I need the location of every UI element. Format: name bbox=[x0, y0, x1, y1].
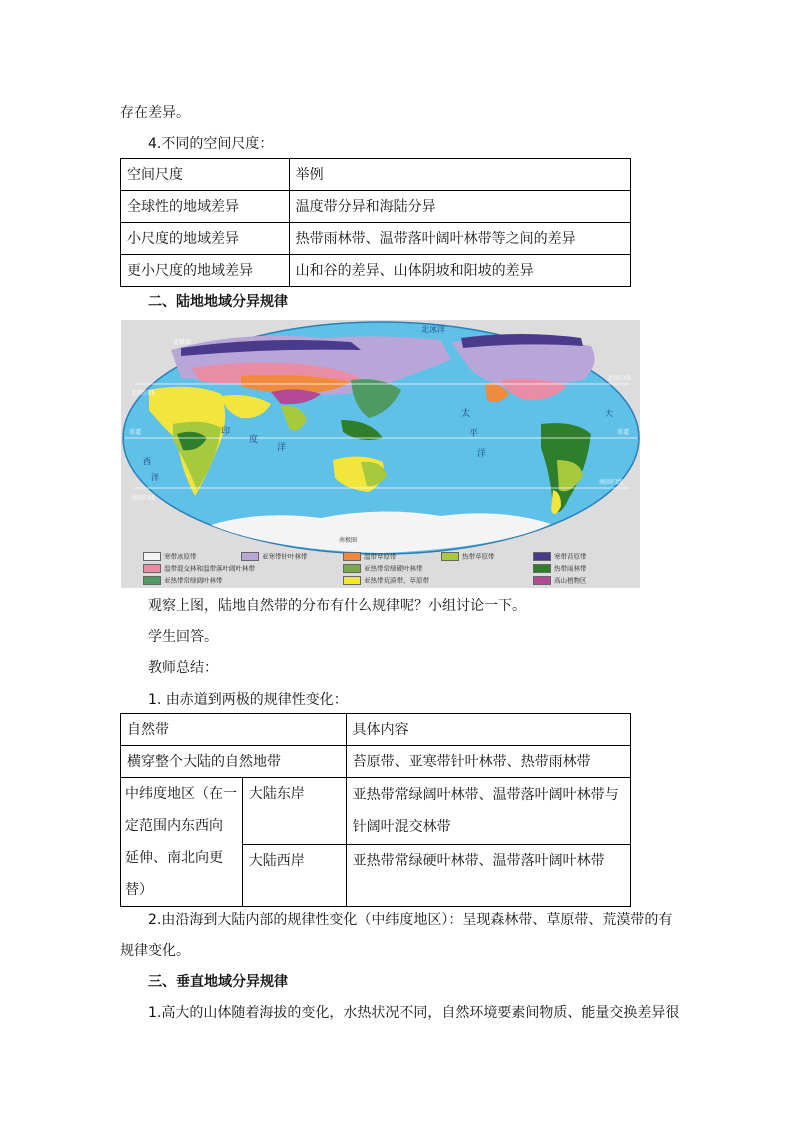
mid-latitude-cell bbox=[121, 778, 243, 907]
latitude-label: 北回归线 bbox=[131, 390, 156, 397]
cell-line: 针阔叶混交林带 bbox=[352, 819, 451, 836]
paragraph-text: 规律变化。 bbox=[120, 943, 190, 959]
legend-swatch bbox=[143, 552, 161, 561]
table-header-cell: 具体内容 bbox=[346, 714, 630, 746]
legend-swatch bbox=[343, 576, 361, 585]
paragraph-text: 学生回答。 bbox=[148, 629, 218, 645]
latitude-label: 南回归线 bbox=[131, 495, 156, 502]
ocean-label: 洋 bbox=[277, 443, 287, 453]
table-cell: 小尺度的地域差异 bbox=[121, 223, 290, 255]
legend-item: 寒带苔原带 bbox=[533, 552, 587, 561]
latitude-label: 赤道 bbox=[617, 429, 630, 436]
paragraph-text: 存在差异。 bbox=[120, 105, 190, 121]
legend-item: 亚热带常绿阔叶林带 bbox=[143, 576, 223, 585]
legend-item: 高山植物区 bbox=[533, 576, 587, 585]
cell-line: 亚热带常绿阔叶林带、温带落叶阔叶林带与 bbox=[352, 787, 619, 804]
paragraph-text: 教师总结： bbox=[148, 660, 218, 676]
cell-line: 延伸、南北向更 bbox=[125, 850, 223, 866]
legend-item: 亚热带常绿硬叶林带 bbox=[343, 564, 423, 573]
world-natural-zones-map bbox=[121, 320, 640, 588]
legend-swatch bbox=[441, 552, 459, 561]
map-graphic bbox=[121, 320, 640, 588]
ocean-label: 大 bbox=[605, 409, 613, 418]
table-cell: 横穿整个大陆的自然地带 bbox=[121, 746, 347, 778]
legend-swatch bbox=[143, 564, 161, 573]
ocean-label: 太 bbox=[461, 409, 471, 419]
table-cell: 大陆东岸 bbox=[242, 778, 346, 845]
table-cell: 大陆西岸 bbox=[242, 845, 346, 907]
table-cell: 苔原带、亚寒带针叶林带、热带雨林带 bbox=[346, 746, 630, 778]
latitude-label: 赤道 bbox=[129, 429, 142, 436]
legend-item: 热带草原带 bbox=[441, 552, 495, 561]
ocean-label: 平 bbox=[469, 429, 479, 439]
legend-swatch bbox=[533, 576, 551, 585]
ocean-label: 洋 bbox=[477, 449, 487, 459]
legend-swatch bbox=[343, 552, 361, 561]
section-heading: 二、陆地地域分异规律 bbox=[148, 294, 288, 310]
table-cell: 更小尺度的地域差异 bbox=[121, 255, 290, 287]
section-heading: 三、垂直地域分异规律 bbox=[148, 974, 288, 990]
table-row bbox=[121, 778, 631, 845]
latitude-label: 南回归线 bbox=[599, 479, 624, 486]
paragraph-text: 1. 由赤道到两极的规律性变化： bbox=[148, 692, 348, 708]
spatial-scale-table bbox=[120, 158, 631, 287]
table-cell: 亚热带常绿硬叶林带、温带落叶阔叶林带 bbox=[346, 845, 630, 907]
ocean-label: 印 bbox=[221, 427, 231, 437]
legend-item: 寒带冰原带 bbox=[143, 552, 197, 561]
table-cell: 全球性的地域差异 bbox=[121, 191, 290, 223]
table-row bbox=[121, 714, 631, 746]
cell-line: 中纬度地区（在一 bbox=[125, 786, 237, 802]
table-cell: 热带雨林带、温带落叶阔叶林带等之间的差异 bbox=[289, 223, 630, 255]
ocean-label: 度 bbox=[249, 435, 259, 445]
table-row bbox=[121, 191, 631, 223]
legend-item: 亚热带荒漠带、草原带 bbox=[343, 576, 429, 585]
table-header-cell: 举例 bbox=[289, 159, 630, 191]
antarctica-landmass bbox=[211, 511, 551, 553]
table-header-cell: 自然带 bbox=[121, 714, 347, 746]
legend-swatch bbox=[343, 564, 361, 573]
table-row bbox=[121, 159, 631, 191]
legend-swatch bbox=[241, 552, 259, 561]
table-row bbox=[121, 746, 631, 778]
table-cell bbox=[346, 778, 630, 845]
latitude-label: 南极圈 bbox=[339, 537, 358, 544]
paragraph-text: 1.高大的山体随着海拔的变化，水热状况不同，自然环境要素间物质、能量交换差异很 bbox=[148, 1005, 680, 1021]
ocean-label: 洋 bbox=[151, 473, 159, 482]
table-row bbox=[121, 255, 631, 287]
paragraph-text: 观察上图，陆地自然带的分布有什么规律呢？小组讨论一下。 bbox=[148, 598, 526, 614]
legend-swatch bbox=[533, 564, 551, 573]
legend-swatch bbox=[533, 552, 551, 561]
table-cell: 温度带分异和海陆分异 bbox=[289, 191, 630, 223]
legend-item: 亚寒带针叶林带 bbox=[241, 552, 308, 561]
legend-item: 温带草原带 bbox=[343, 552, 397, 561]
latitude-label: 北极圈 bbox=[173, 339, 192, 346]
legend-item: 温带混交林和温带落叶阔叶林带 bbox=[143, 564, 255, 573]
paragraph-text: 2.由沿海到大陆内部的规律性变化（中纬度地区）：呈现森林带、草原带、荒漠带的有 bbox=[148, 912, 673, 928]
table-header-cell: 空间尺度 bbox=[121, 159, 290, 191]
legend-swatch bbox=[143, 576, 161, 585]
ocean-label: 西 bbox=[143, 457, 151, 466]
natural-zones-table bbox=[120, 713, 631, 907]
table-row bbox=[121, 223, 631, 255]
cell-line: 定范围内东西向 bbox=[125, 818, 223, 834]
cell-line: 替） bbox=[125, 882, 153, 898]
legend-item: 热带雨林带 bbox=[533, 564, 587, 573]
paragraph-text: 4.不同的空间尺度： bbox=[148, 136, 274, 152]
table-cell: 山和谷的差异、山体阴坡和阳坡的差异 bbox=[289, 255, 630, 287]
ocean-label: 北冰洋 bbox=[421, 325, 445, 334]
latitude-label: 北回归线 bbox=[607, 375, 632, 382]
